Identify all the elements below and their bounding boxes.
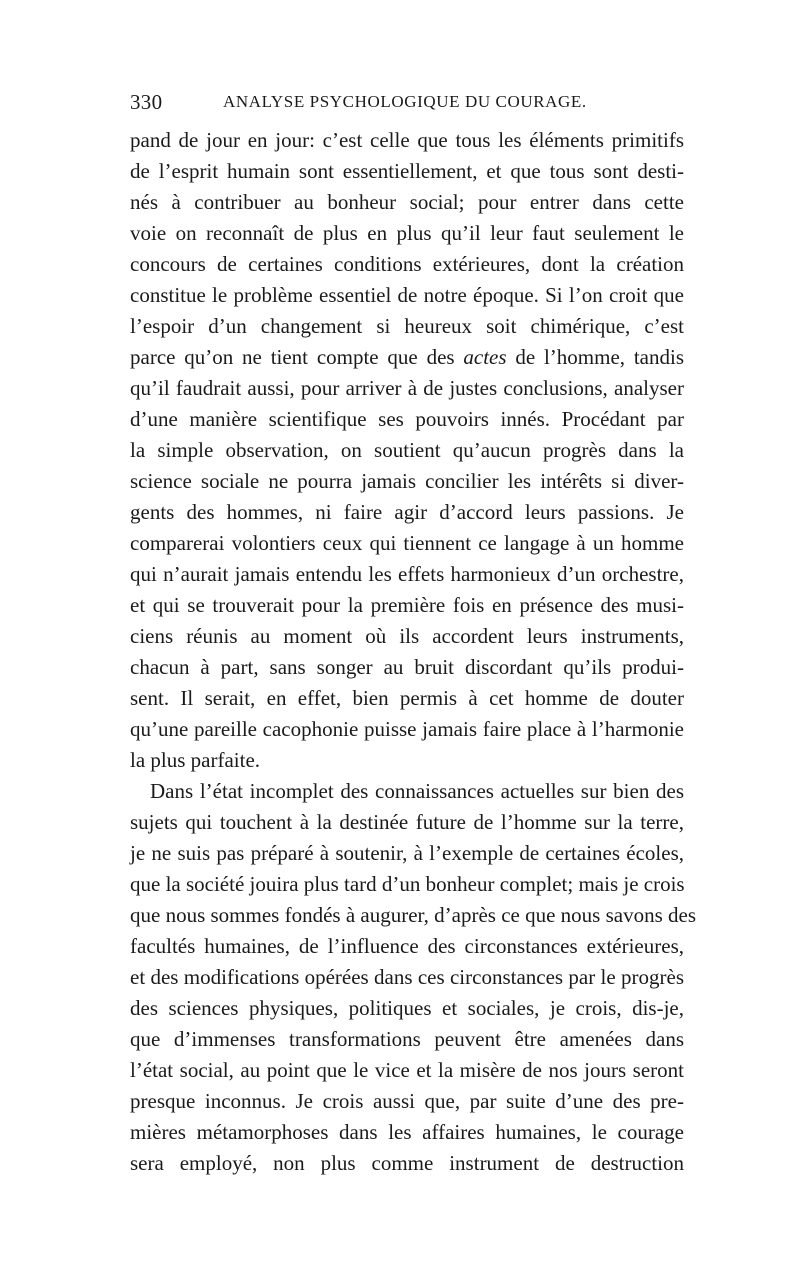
text-line: que la société jouira plus tard d’un bonheur complet; mais je crois <box>130 872 685 896</box>
text-line: pand de jour en jour: c’est celle que tous les éléments primitifs <box>130 128 684 152</box>
text-run: de l’homme, tandis <box>506 345 685 369</box>
text-line: l’état social, au point que le vice et la misère de nos jours seront <box>130 1058 684 1082</box>
text-line: qu’il faudrait aussi, pour arriver à de justes conclusions, analyser <box>130 376 684 400</box>
text-line: gents des hommes, ni faire agir d’accord leurs passions. Je <box>130 500 684 524</box>
page-number: 330 <box>130 90 163 114</box>
text-line: ciens réunis au moment où ils accordent leurs instruments, <box>130 624 684 648</box>
text-line <box>130 342 684 372</box>
text-line: science sociale ne pourra jamais concilier les intérêts si diver- <box>130 469 684 493</box>
text-line: de l’esprit humain sont essentiellement, et que tous sont desti- <box>130 159 684 183</box>
page-header <box>130 90 684 120</box>
text-line: d’une manière scientifique ses pouvoirs innés. Procédant par <box>130 407 684 431</box>
text-line: mières métamorphoses dans les affaires humaines, le courage <box>130 1120 684 1144</box>
text-line: qu’une pareille cacophonie puisse jamais faire place à l’harmonie <box>130 717 684 741</box>
italic-term: actes <box>463 345 507 369</box>
text-line: sujets qui touchent à la destinée future de l’homme sur la terre, <box>130 810 684 834</box>
text-line: je ne suis pas préparé à soutenir, à l’exemple de certaines écoles, <box>130 841 684 865</box>
text-line: et des modifications opérées dans ces circonstances par le progrès <box>130 965 684 989</box>
text-line: que nous sommes fondés à augurer, d’après ce que nous savons des <box>130 903 697 927</box>
text-line: presque inconnus. Je crois aussi que, par suite d’une des pre- <box>130 1089 684 1113</box>
paragraph-start-line: Dans l’état incomplet des connaissances actuelles sur bien des <box>150 779 684 803</box>
text-line: facultés humaines, de l’influence des circonstances extérieures, <box>130 934 684 958</box>
text-line: voie on reconnaît de plus en plus qu’il leur faut seulement le <box>130 221 684 245</box>
text-line: que d’immenses transformations peuvent être amenées dans <box>130 1027 684 1051</box>
text-line: des sciences physiques, politiques et sociales, je crois, dis-je, <box>130 996 684 1020</box>
text-line: sent. Il serait, en effet, bien permis à cet homme de douter <box>130 686 684 710</box>
text-run: parce qu’on ne tient compte que des <box>130 345 464 369</box>
text-line: concours de certaines conditions extérieures, dont la création <box>130 252 684 276</box>
text-line: la plus parfaite. <box>130 748 261 772</box>
text-line: nés à contribuer au bonheur social; pour entrer dans cette <box>130 190 684 214</box>
text-line: chacun à part, sans songer au bruit discordant qu’ils produi- <box>130 655 684 679</box>
text-line: et qui se trouverait pour la première fois en présence des musi- <box>130 593 684 617</box>
text-line: comparerai volontiers ceux qui tiennent ce langage à un homme <box>130 531 684 555</box>
text-line: sera employé, non plus comme instrument de destruction <box>130 1151 684 1175</box>
text-line: la simple observation, on soutient qu’aucun progrès dans la <box>130 438 684 462</box>
text-line: qui n’aurait jamais entendu les effets harmonieux d’un orchestre, <box>130 562 684 586</box>
text-line: constitue le problème essentiel de notre époque. Si l’on croit que <box>130 283 684 307</box>
text-line: l’espoir d’un changement si heureux soit chimérique, c’est <box>130 314 684 338</box>
running-head: ANALYSE PSYCHOLOGIQUE DU COURAGE. <box>223 92 587 111</box>
